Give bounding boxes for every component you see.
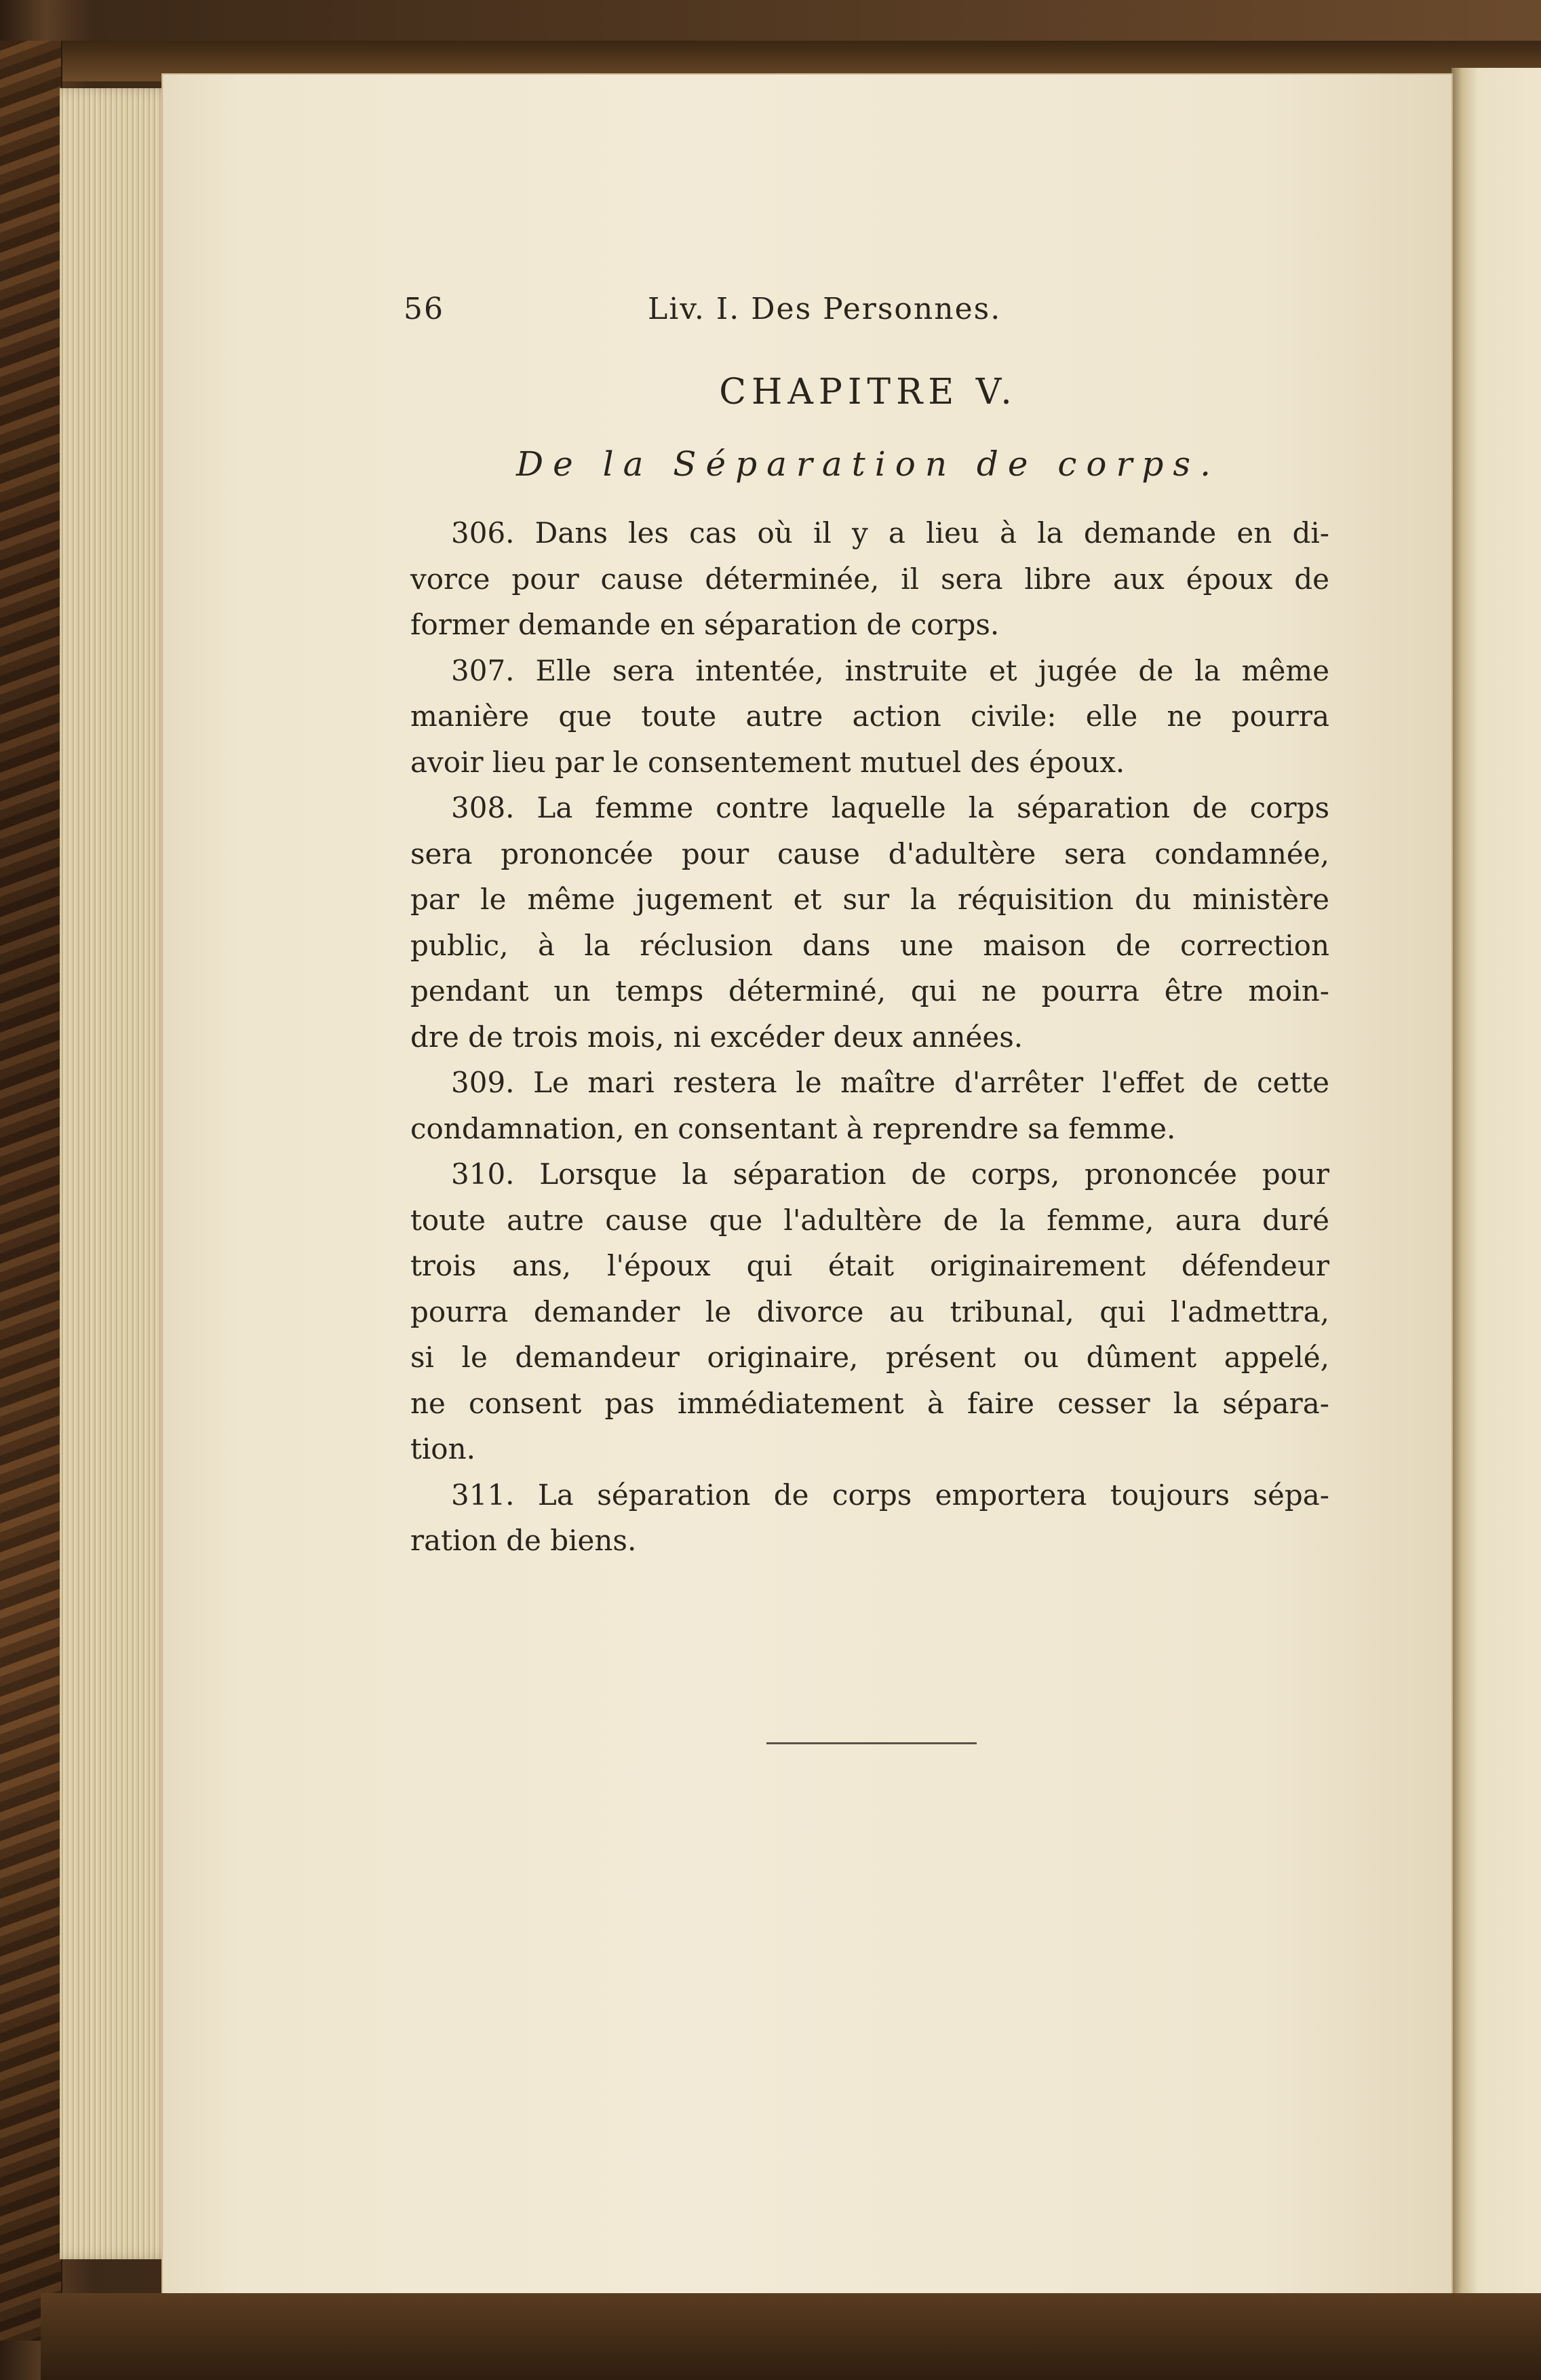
text-line: 306. Dans les cas où il y a lieu à la demande en di- [451, 516, 1329, 550]
text-line: 308. La femme contre laquelle la séparation de corps [451, 791, 1329, 824]
page-number: 56 [404, 292, 444, 326]
text-line: avoir lieu par le consentement mutuel des époux. [410, 745, 1125, 779]
text-line: manière que toute autre action civile: elle ne pourra [410, 699, 1329, 733]
text-line: 310. Lorsque la séparation de corps, prononcée pour [451, 1157, 1329, 1191]
chapter-subtitle: De la Séparation de corps. [516, 444, 1220, 484]
end-rule [766, 1742, 977, 1744]
marbled-cover-edge [0, 41, 62, 2341]
chapter-heading: CHAPITRE V. [719, 372, 1017, 412]
text-line: tion. [410, 1432, 475, 1465]
text-line: par le même jugement et sur la réquisition du ministère [410, 883, 1329, 916]
text-line: 311. La séparation de corps emportera toujours sépa- [451, 1478, 1329, 1512]
text-line: trois ans, l'époux qui était originairement défendeur [410, 1249, 1329, 1282]
text-line: 309. Le mari restera le maître d'arrêter l'effet de cette [451, 1066, 1329, 1099]
text-line: 307. Elle sera intentée, instruite et jugée de la même [451, 653, 1329, 687]
text-line: pourra demander le divorce au tribunal, qui l'admettra, [410, 1294, 1329, 1328]
binding-bottom [41, 2293, 1541, 2380]
facing-page-edge [1451, 68, 1541, 2307]
text-line: pendant un temps déterminé, qui ne pourra être moin- [410, 974, 1329, 1007]
text-line: former demande en séparation de corps. [410, 608, 1000, 641]
text-line: sera prononcée pour cause d'adultère sera condamnée, [410, 837, 1329, 870]
text-line: ne consent pas immédiatement à faire cesser la sépara- [410, 1386, 1329, 1420]
text-line: condamnation, en consentant à reprendre sa femme. [410, 1111, 1176, 1145]
running-title: Liv. I. Des Personnes. [648, 292, 1002, 326]
text-line: toute autre cause que l'adultère de la femme, aura duré [410, 1203, 1329, 1237]
body-text [410, 510, 1329, 1564]
text-line: dre de trois mois, ni excéder deux années. [410, 1020, 1023, 1054]
text-line: vorce pour cause déterminée, il sera libre aux époux de [410, 562, 1329, 596]
text-line: ration de biens. [410, 1524, 637, 1557]
text-line: si le demandeur originaire, présent ou dûment appelé, [410, 1341, 1329, 1374]
text-line: public, à la réclusion dans une maison de correction [410, 928, 1329, 962]
